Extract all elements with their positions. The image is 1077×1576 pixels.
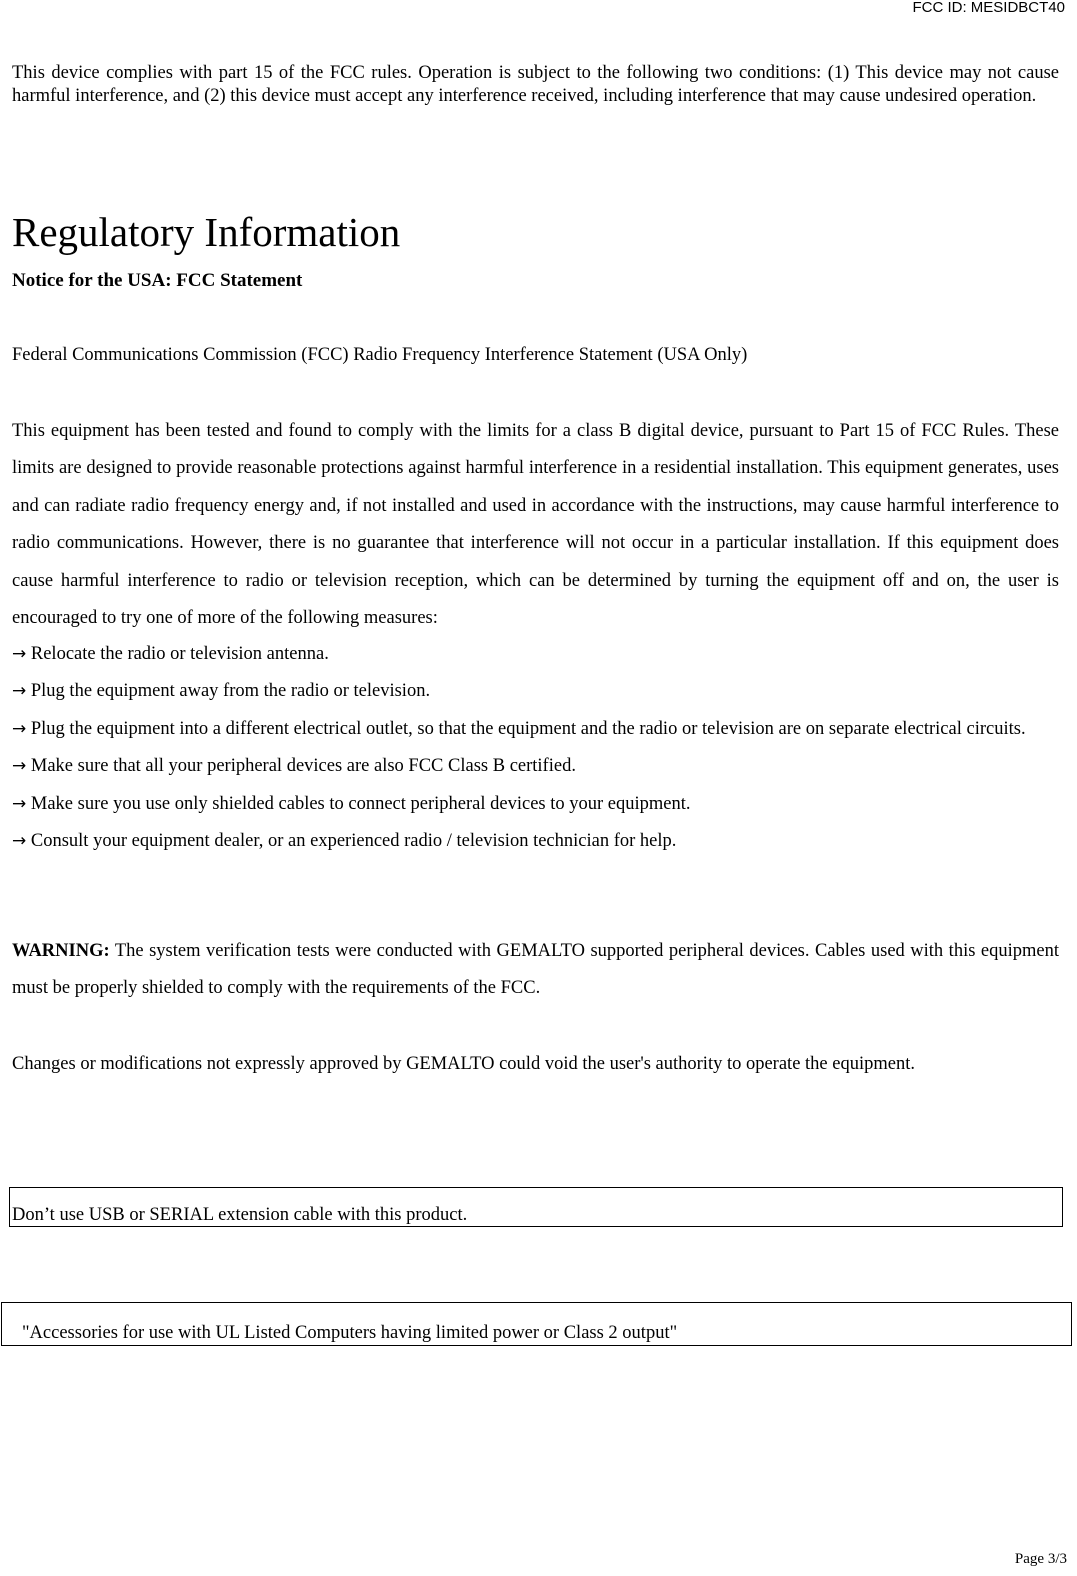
warning-label: WARNING:	[12, 941, 110, 961]
list-item	[12, 636, 1059, 673]
measure-text: Plug the equipment away from the radio or television.	[30, 681, 431, 702]
compliance-intro-paragraph: This device complies with part 15 of the FCC rules. Operation is subject to the following two conditions: (1) This device may not cause harmful interference, and (2) this device must accept any interference received, including interference that may cause undesired operation.	[12, 63, 1059, 106]
ul-accessories-notice-text: "Accessories for use with UL Listed Computers having limited power or Class 2 output"	[22, 1323, 678, 1343]
arrow-right-icon: →	[12, 756, 27, 777]
usb-cable-notice-box	[9, 1187, 1063, 1227]
measures-list	[12, 636, 1059, 860]
measure-text: Relocate the radio or television antenna.	[30, 644, 329, 664]
warning-text: The system verification tests were conducted with GEMALTO supported peripheral devices. Cables used with this equipment must be properly shielded to comply with the requirements of the FCC.	[12, 941, 1060, 999]
arrow-right-icon: →	[12, 793, 27, 814]
list-item	[12, 748, 1059, 785]
section-subtitle: Notice for the USA: FCC Statement	[12, 270, 303, 291]
arrow-right-icon: →	[12, 831, 27, 852]
arrow-right-icon: →	[12, 681, 27, 702]
arrow-right-icon: →	[12, 718, 27, 739]
fcc-id-header: FCC ID: MESIDBCT40	[912, 0, 1065, 16]
list-item	[12, 711, 1059, 748]
list-item	[12, 673, 1059, 710]
measure-text: Plug the equipment into a different electrical outlet, so that the equipment and the radio or television are on separate electrical circuits.	[30, 718, 1026, 739]
list-item	[12, 823, 1059, 860]
usb-cable-notice-text: Don’t use USB or SERIAL extension cable with this product.	[12, 1205, 468, 1225]
page-number: Page 3/3	[1014, 1551, 1067, 1567]
arrow-right-icon: →	[12, 644, 27, 664]
ul-accessories-notice-box	[1, 1302, 1072, 1346]
measure-text: Make sure you use only shielded cables to connect peripheral devices to your equipment.	[30, 793, 691, 814]
measure-text: Make sure that all your peripheral devices are also FCC Class B certified.	[30, 756, 576, 777]
measure-text: Consult your equipment dealer, or an experienced radio / television technician for help.	[30, 831, 677, 852]
warning-paragraph	[12, 933, 1059, 1008]
fcc-statement-body: This equipment has been tested and found to comply with the limits for a class B digital device, pursuant to Part 15 of FCC Rules. These limits are designed to provide reasonable protections against harmful interference in a residential installation. This equipment generates, uses and can radiate radio frequency energy and, if not installed and used in accordance with the instructions, may cause harmful interference to radio communications. However, there is no guarantee that interference will not occur in a particular installation. If this equipment does cause harmful interference to radio or television reception, which can be determined by turning the equipment off and on, the user is encouraged to try one of more of the following measures:	[12, 421, 1059, 629]
modifications-notice: Changes or modifications not expressly approved by GEMALTO could void the user's authority to operate the equipment.	[12, 1054, 915, 1074]
fcc-statement-heading: Federal Communications Commission (FCC) Radio Frequency Interference Statement (USA Only)	[12, 345, 748, 365]
list-item	[12, 786, 1059, 823]
page-title: Regulatory Information	[12, 209, 401, 255]
